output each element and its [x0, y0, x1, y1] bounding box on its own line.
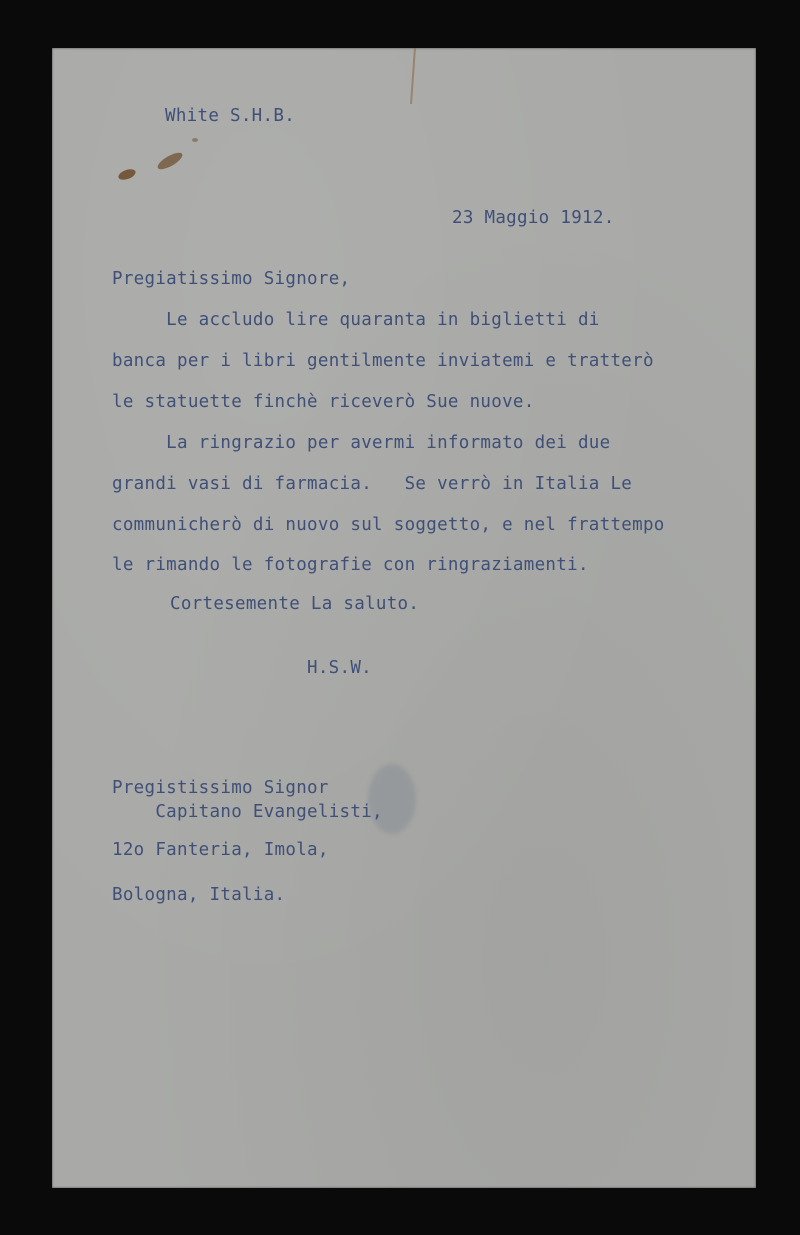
reference-line: White S.H.B. [165, 106, 296, 126]
salutation: Pregiatissimo Signore, [112, 269, 351, 289]
body-line: communicherò di nuovo sul soggetto, e nel frattempo [112, 515, 665, 535]
paper-mark [410, 48, 416, 104]
address-line: Pregistissimo Signor [112, 778, 329, 798]
ink-smudge [368, 764, 416, 834]
letter-page [52, 48, 756, 1188]
body-line: banca per i libri gentilmente inviatemi e tratterò [112, 351, 654, 371]
letter-date: 23 Maggio 1912. [452, 208, 615, 228]
body-line: le rimando le fotografie con ringraziamenti. [112, 555, 589, 575]
signature-initials: H.S.W. [307, 658, 373, 678]
body-line: grandi vasi di farmacia. Se verrò in Italia Le [112, 474, 633, 494]
address-line: 12o Fanteria, Imola, [112, 840, 329, 860]
address-line: Capitano Evangelisti, [112, 802, 383, 822]
stain-mark [192, 138, 198, 142]
body-line: Le accludo lire quaranta in biglietti di [112, 310, 600, 330]
stain-mark [155, 150, 184, 173]
closing: Cortesemente La saluto. [170, 594, 420, 614]
body-line: le statuette finchè riceverò Sue nuove. [112, 392, 535, 412]
body-line: La ringrazio per avermi informato dei due [112, 433, 611, 453]
address-line: Bologna, Italia. [112, 885, 286, 905]
stain-mark [117, 167, 137, 182]
